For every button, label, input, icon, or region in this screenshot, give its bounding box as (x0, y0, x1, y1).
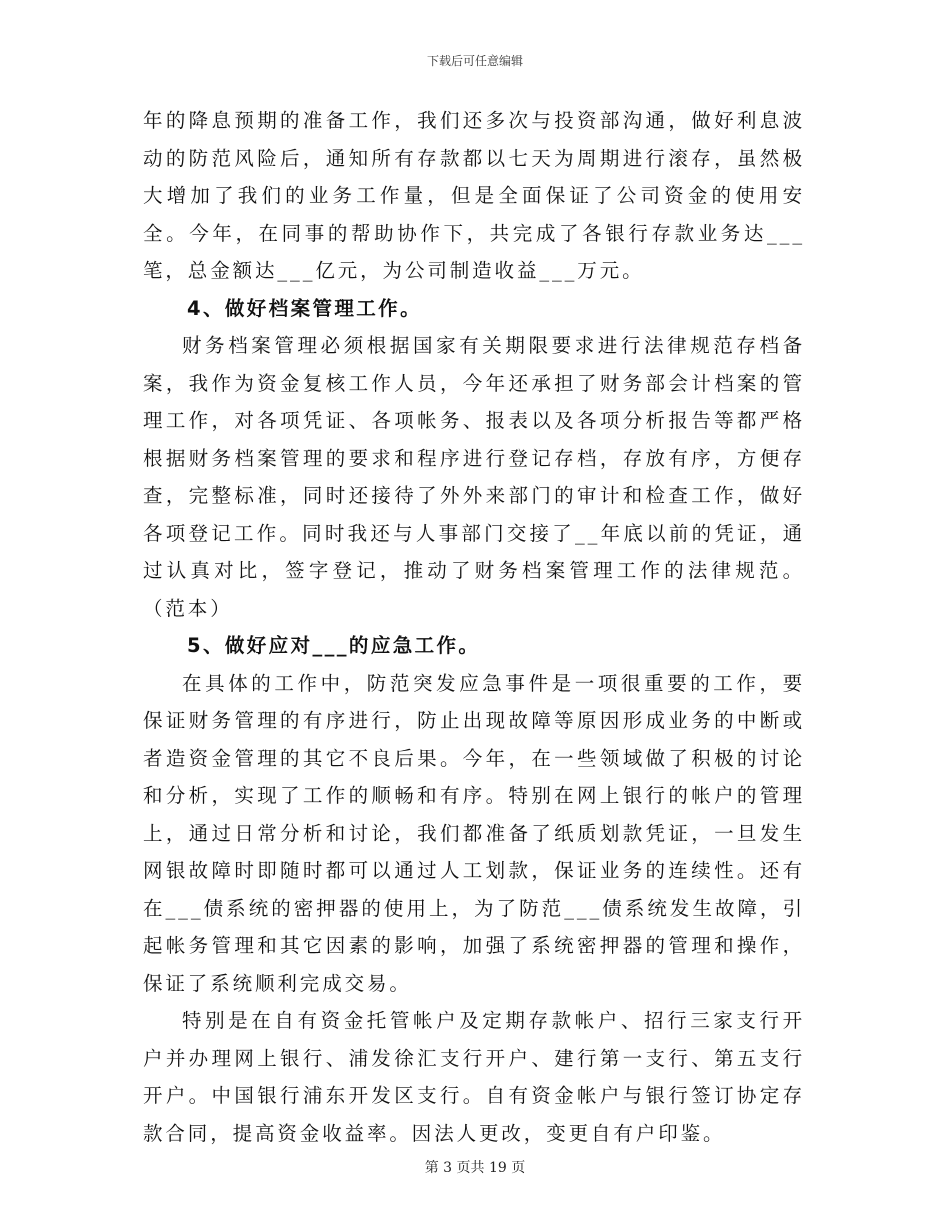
section-heading-4: 4、做好档案管理工作。 (187, 296, 422, 320)
paragraph-accounts: 特别是在自有资金托管帐户及定期存款帐户、招行三家支行开户并办理网上银行、浦发徐汇支行开户、建行第一支行、第五支行开户。中国银行浦东开发区支行。自有资金帐户与银行签订协定存款合同，提高资金收益率。因法人更改，变更自有户印鉴。 (143, 1009, 805, 1145)
paragraph-continuation: 年的降息预期的准备工作，我们还多次与投资部沟通，做好利息波动的防范风险后，通知所有存款都以七天为周期进行滚存，虽然极大增加了我们的业务工作量，但是全面保证了公司资金的使用安全。今年，在同事的帮助协作下，共完成了各银行存款业务达___笔，总金额达___亿元，为公司制造收益___万元。 (143, 109, 805, 282)
page-footer: 第 3 页共 19 页 (424, 1160, 526, 1176)
paragraph-emergency-work: 在具体的工作中，防范突发应急事件是一项很重要的工作，要保证财务管理的有序进行，防止出现故障等原因形成业务的中断或者造资金管理的其它不良后果。今年，在一些领域做了积极的讨论和分析，实现了工作的顺畅和有序。特别在网上银行的帐户的管理上，通过日常分析和讨论，我们都准备了纸质划款凭证，一旦发生网银故障时即随时都可以通过人工划款，保证业务的连续性。还有在___债系统的密押器的使用上，为了防范___债系统发生故障，引起帐务管理和其它因素的影响，加强了系统密押器的管理和操作，保证了系统顺利完成交易。 (143, 671, 805, 995)
section-heading-5: 5、做好应对___的应急工作。 (187, 634, 481, 657)
document-body (143, 102, 805, 1152)
page-header: 下载后可任意编辑 (426, 54, 523, 68)
paragraph-archive-management: 财务档案管理必须根据国家有关期限要求进行法律规范存档备案，我作为资金复核工作人员，今年还承担了财务部会计档案的管理工作，对各项凭证、各项帐务、报表以及各项分析报告等都严格根据财务档案管理的要求和程序进行登记存档，存放有序，方便存查，完整标准，同时还接待了外外来部门的审计和检查工作，做好各项登记工作。同时我还与人事部门交接了__年底以前的凭证，通过认真对比，签字登记，推动了财务档案管理工作的法律规范。（范本） (143, 334, 805, 620)
